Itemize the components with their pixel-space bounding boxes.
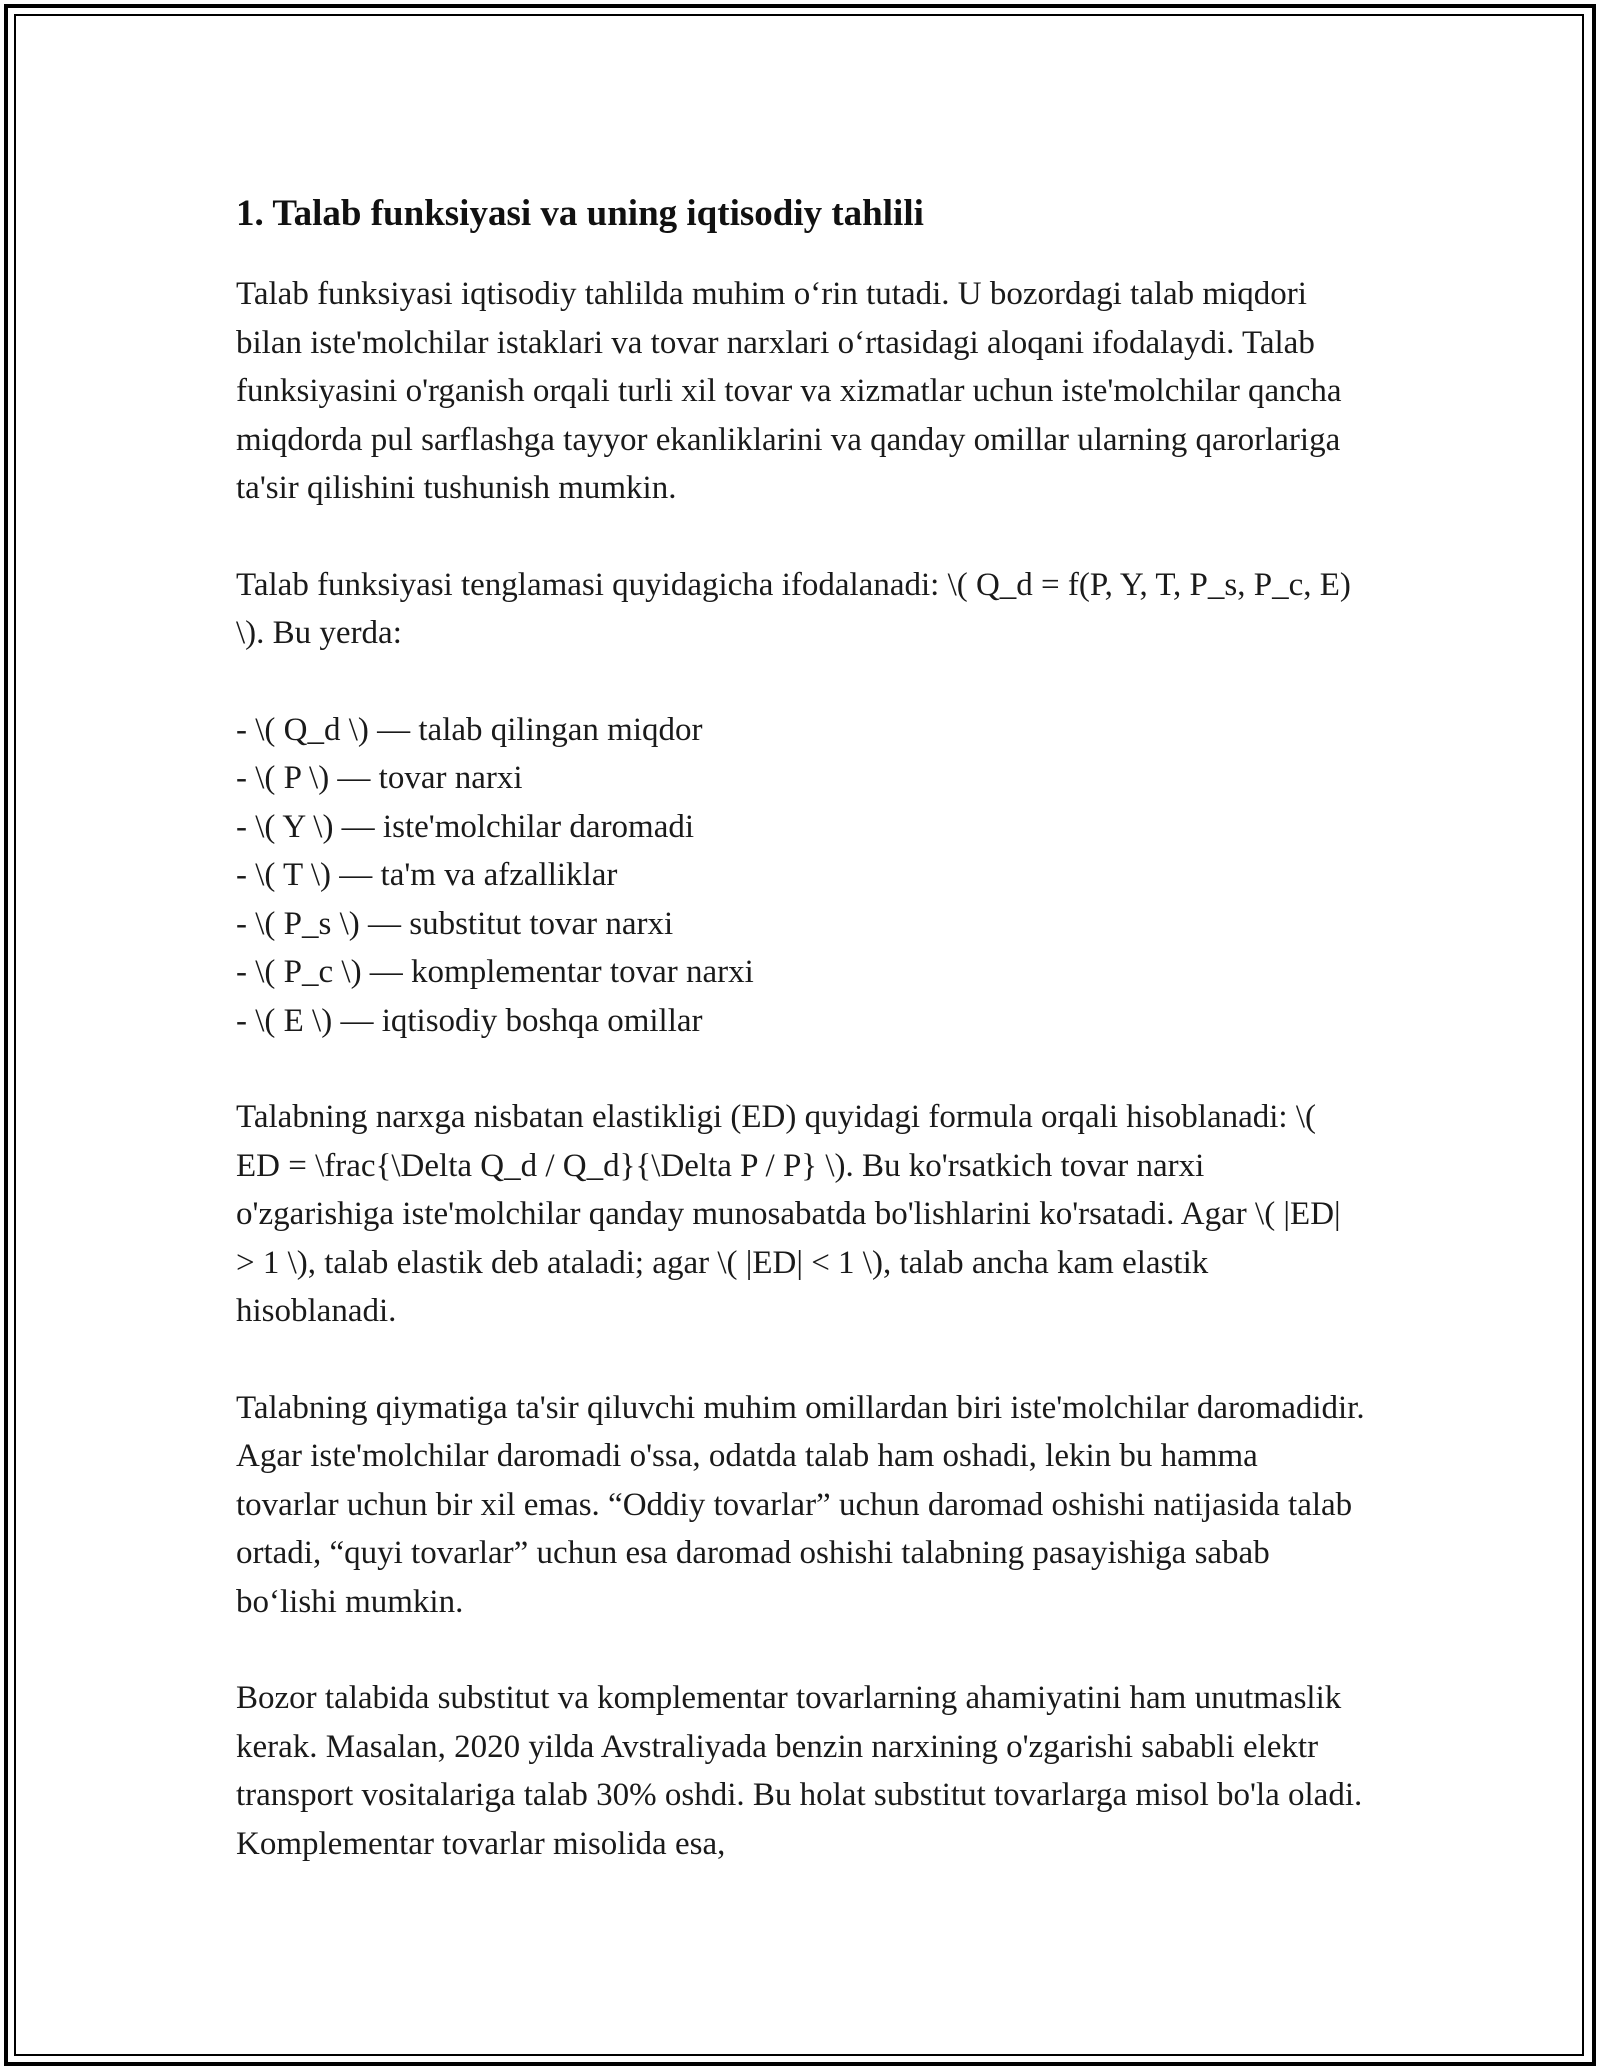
variable-item: - \( Q_d \) — talab qilingan miqdor — [236, 711, 703, 748]
paragraph-substitutes: Bozor talabida substitut va komplementar tovarlarning ahamiyatini ham unutmaslik kerak. Masalan, 2020 yilda Avstraliyada benzin narxining o'zgarishi sababli elektr transport vositalariga talab 30% oshdi. Bu holat substitut tovarlarga misol bo'la oladi. Komplementar tovarlar misolida esa, — [236, 1680, 1363, 1862]
paragraph-intro: Talab funksiyasi iqtisodiy tahlilda muhim o‘rin tutadi. U bozordagi talab miqdori bilan iste'molchilar istaklari va tovar narxlari o‘rtasidagi aloqani ifodalaydi. Talab funksiyasini o'rganish orqali turli xil tovar va xizmatlar uchun iste'molchilar qancha miqdorda pul sarflashga tayyor ekanliklarini va qanday omillar ularning qarorlariga ta'sir qilishini tushunish mumkin. — [236, 276, 1342, 506]
paragraph-income: Talabning qiymatiga ta'sir qiluvchi muhim omillardan biri iste'molchilar daromadidir. Agar iste'molchilar daromadi o'ssa, odatda talab ham oshadi, lekin bu hamma tovarlar uchun bir xil emas. “Oddiy tovarlar” uchun daromad oshishi natijasida talab ortadi, “quyi tovarlar” uchun esa daromad oshishi talabning pasayishiga sabab bo‘lishi mumkin. — [236, 1389, 1365, 1620]
document-body — [236, 190, 1366, 1916]
paragraph-equation: Talab funksiyasi tenglamasi quyidagicha ifodalanadi: \( Q_d = f(P, Y, T, P_s, P_c, E) \). Bu yerda: — [236, 566, 1351, 651]
variable-item: - \( T \) — ta'm va afzalliklar — [236, 857, 618, 893]
variable-item: - \( P \) — tovar narxi — [236, 760, 523, 796]
variable-item: - \( P_c \) — komplementar tovar narxi — [236, 954, 754, 990]
variable-item: - \( Y \) — iste'molchilar daromadi — [236, 808, 695, 845]
paragraph-elasticity: Talabning narxga nisbatan elastikligi (ED) quyidagi formula orqali hisoblanadi: \( ED = \frac{\Delta Q_d / Q_d}{\Delta P / P} \). Bu ko'rsatkich tovar narxi o'zgarishiga iste'molchilar qanday munosabatda bo'lishlarini ko'rsatadi. Agar \( |ED| > 1 \), talab elastik deb ataladi; agar \( |ED| < 1 \), talab ancha kam elastik hisoblanadi. — [236, 1099, 1341, 1329]
variable-list — [236, 706, 1366, 1046]
section-heading: 1. Talab funksiyasi va uning iqtisodiy tahlili — [236, 193, 924, 234]
variable-item: - \( P_s \) — substitut tovar narxi — [236, 905, 674, 942]
variable-item: - \( E \) — iqtisodiy boshqa omillar — [236, 1002, 703, 1039]
